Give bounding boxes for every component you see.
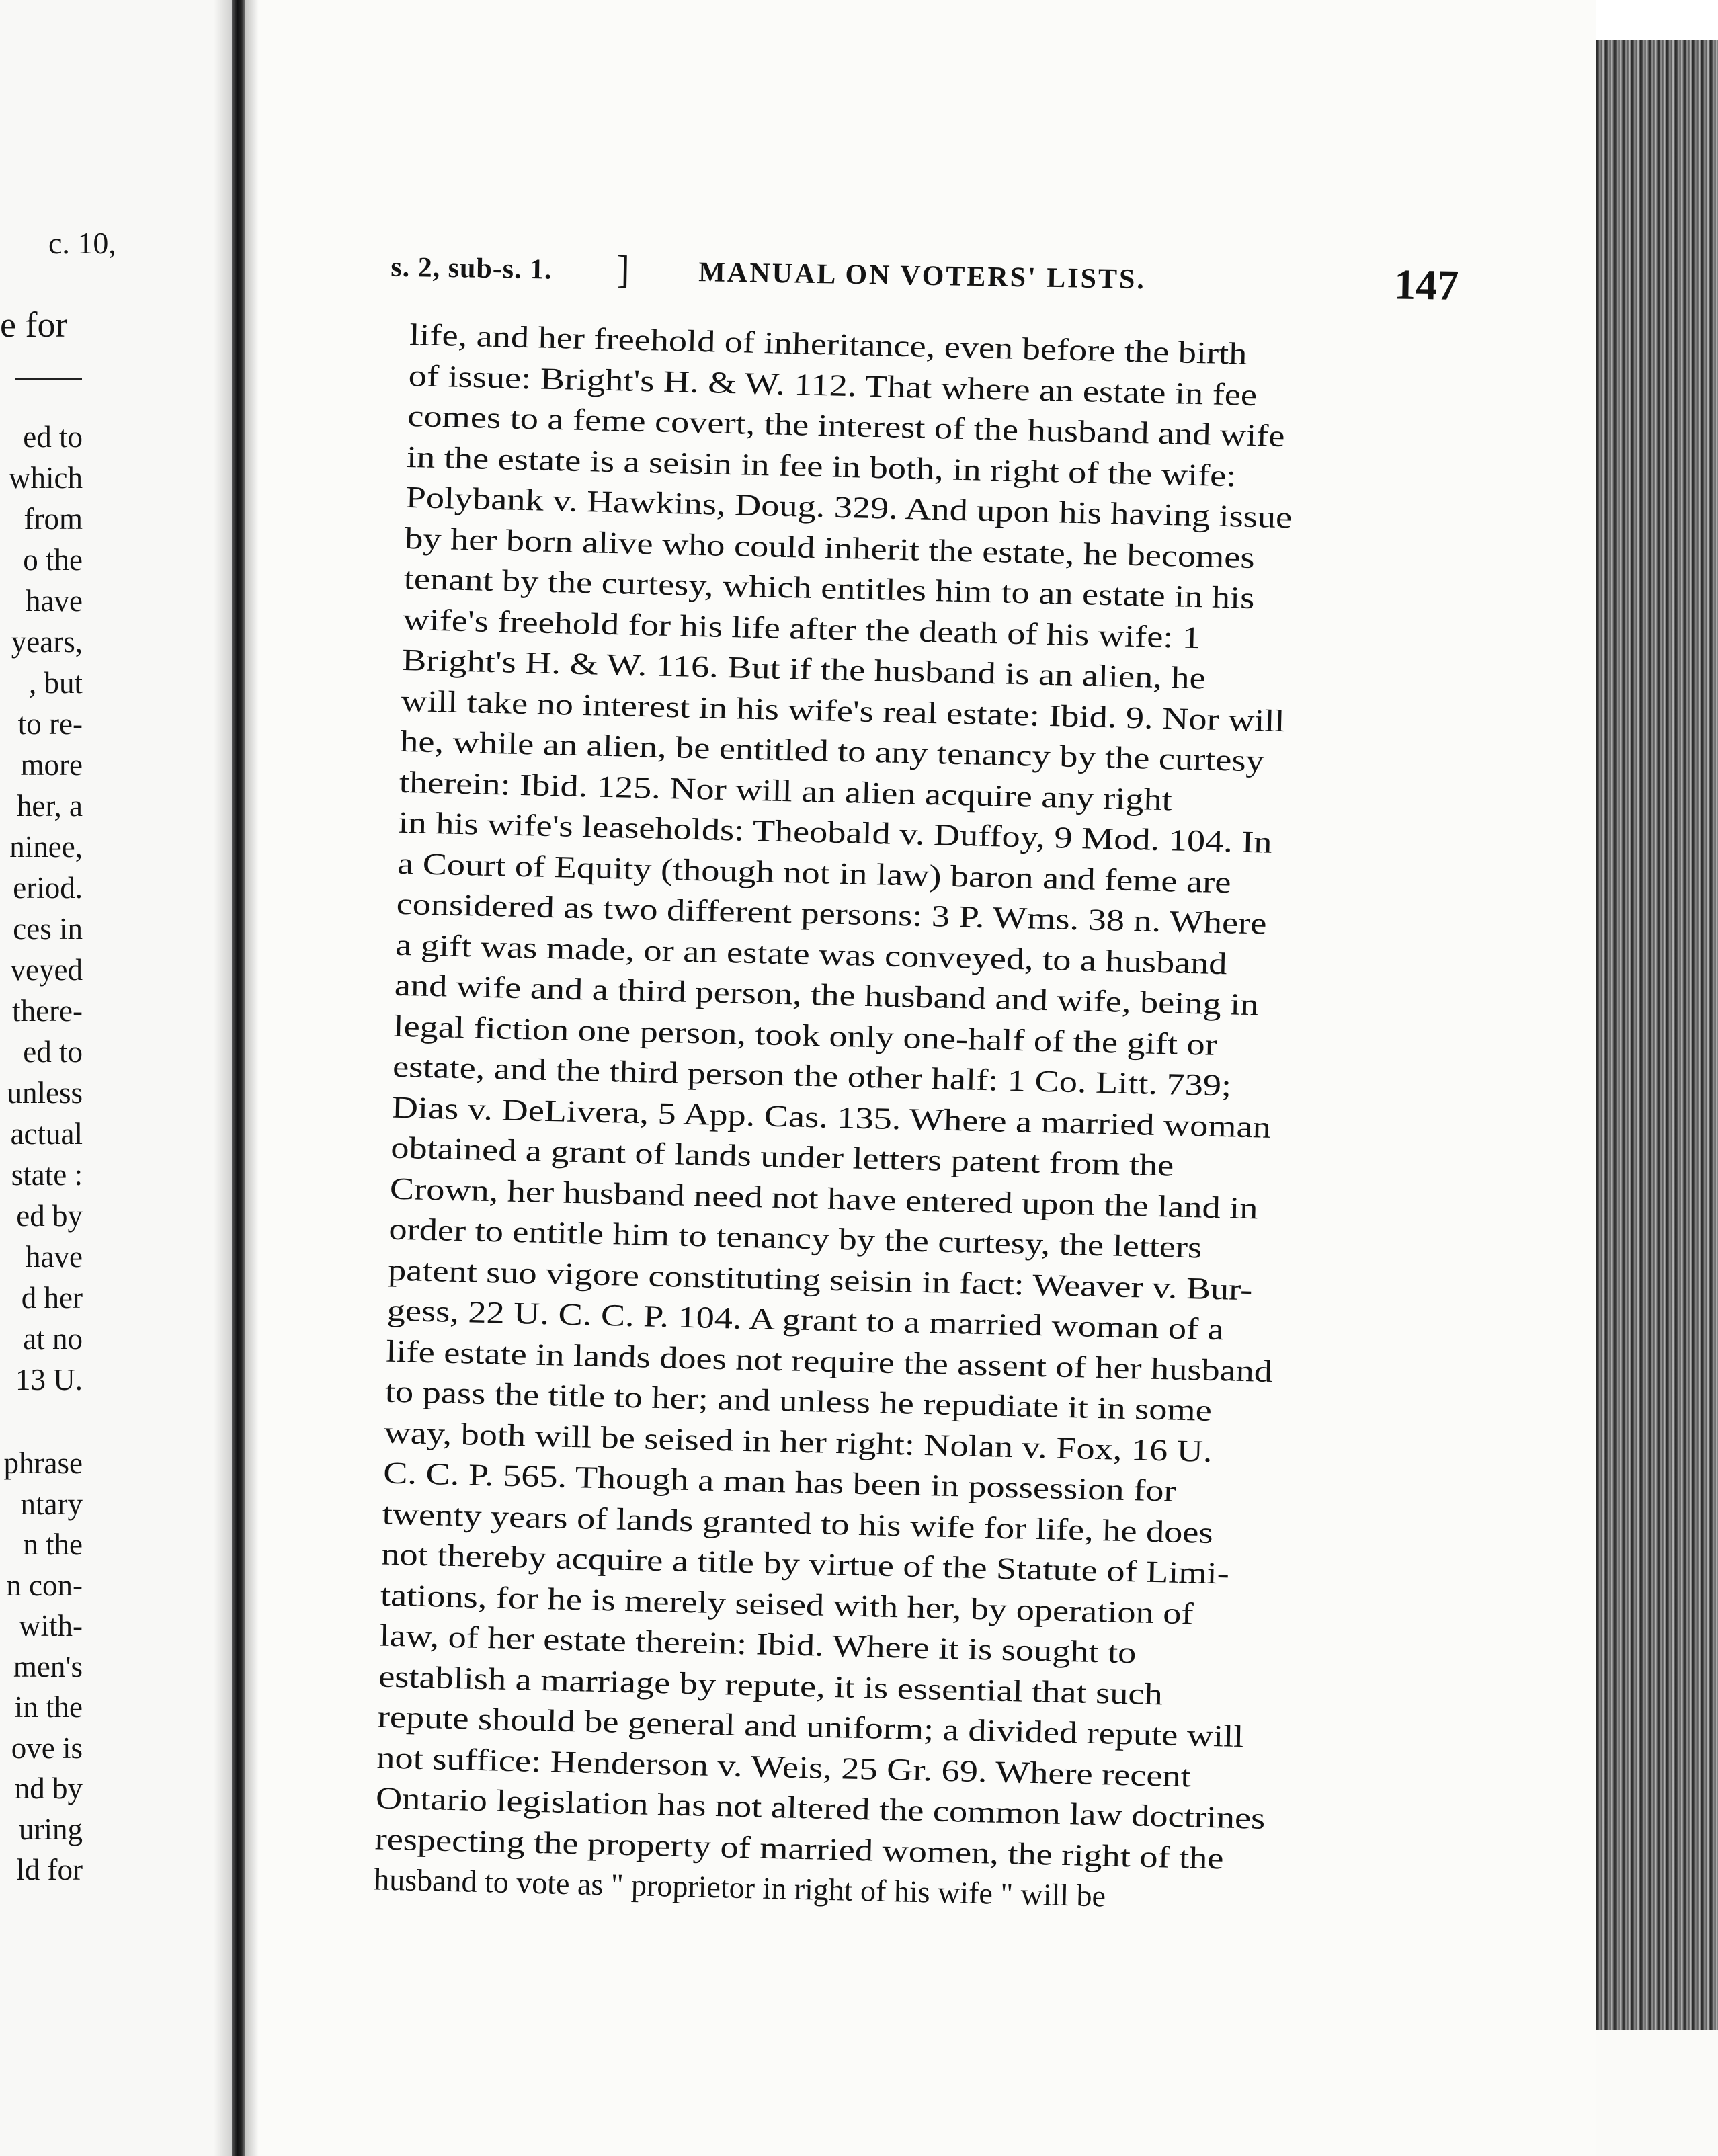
left-line: ntary <box>20 1487 83 1521</box>
running-title: MANUAL ON VOTERS' LISTS. <box>698 257 1147 296</box>
left-page-heading-fragment <box>0 304 67 345</box>
text-line-content: will take no interest in his wife's real estate: Ibid. 9. Nor will <box>401 683 1286 738</box>
left-line: 13 U. <box>15 1363 83 1397</box>
text-line-content: Polybank v. Hawkins, Doug. 329. And upon his having issue <box>405 479 1293 535</box>
text-line-content: tations, for he is merely seised with her, by operation of <box>380 1577 1194 1630</box>
left-page-header-fragment: c. 10, <box>48 226 116 260</box>
left-line: , but <box>28 666 83 700</box>
text-line-content: comes to a feme covert, the interest of the husband and wife <box>407 398 1286 454</box>
text-line-content: not suffice: Henderson v. Weis, 25 Gr. 69. Where recent <box>376 1739 1192 1793</box>
left-line: her, a <box>16 789 83 823</box>
left-line: there- <box>12 994 83 1028</box>
left-line: with- <box>19 1609 83 1643</box>
text-line-content: tenant by the curtesy, which entitles him to an estate in his <box>403 561 1255 616</box>
text-line-content: and wife and a third person, the husband and wife, being in <box>394 967 1260 1022</box>
text-line-content: patent suo vigore constituting seisin in fact: Weaver v. Bur- <box>387 1252 1253 1307</box>
left-line: have <box>26 584 83 618</box>
text-line-content: therein: Ibid. 125. Nor will an alien acquire any right <box>399 764 1173 817</box>
left-page-text-block-lower <box>0 1443 83 1891</box>
text-line-content: life estate in lands does not require the assent of her husband <box>385 1333 1273 1388</box>
text-line-content: gess, 22 U. C. C. P. 104. A grant to a married woman of a <box>386 1292 1225 1347</box>
left-line: men's <box>13 1649 83 1684</box>
page-edge-top <box>1596 0 1718 40</box>
text-line-content: wife's freehold for his life after the death of his wife: 1 <box>402 602 1201 655</box>
text-line-content: a Court of Equity (though not in law) baron and feme are <box>397 845 1232 899</box>
left-line: ld for <box>16 1853 83 1887</box>
text-line-content: establish a marriage by repute, it is essential that such <box>378 1658 1163 1711</box>
text-line-content: law, of her estate therein: Ibid. Where it is sought to <box>379 1618 1137 1670</box>
text-line-content: not thereby acquire a title by virtue of the Statute of Limi- <box>380 1536 1230 1591</box>
text-line-content: way, both will be seised in her right: Nolan v. Fox, 16 U. <box>384 1415 1213 1468</box>
left-line: actual <box>10 1117 83 1151</box>
left-line: more <box>20 748 83 782</box>
left-line: o the <box>23 543 83 577</box>
text-line-content: Dias v. DeLivera, 5 App. Cas. 135. Where a married woman <box>391 1089 1272 1145</box>
text-line-content: Bright's H. & W. 116. But if the husband is an alien, he <box>401 642 1206 696</box>
text-line-content: he, while an alien, be entitled to any tenancy by the curtesy <box>399 723 1265 778</box>
left-page-text-block <box>0 417 83 1401</box>
right-page-gutter-shadow <box>245 0 259 2156</box>
text-line-content: obtained a grant of lands under letters patent from the <box>390 1130 1174 1183</box>
section-bracket: ] <box>616 247 630 292</box>
left-line: n the <box>23 1528 83 1561</box>
left-line: ces in <box>13 912 83 946</box>
text-line-content: respecting the property of married women, the right of the <box>374 1821 1225 1875</box>
text-line-content: life, and her freehold of inheritance, even before the birth <box>409 317 1247 371</box>
left-line: n con- <box>6 1568 83 1602</box>
text-line-content: twenty years of lands granted to his wife for life, he does <box>382 1496 1214 1550</box>
text-line-content: Crown, her husband need not have entered upon the land in <box>389 1171 1259 1225</box>
left-line: at no <box>23 1322 83 1356</box>
left-line: unless <box>7 1076 83 1110</box>
text-line-content: to pass the title to her; and unless he repudiate it in some <box>384 1374 1213 1427</box>
left-line: ed by <box>16 1199 83 1233</box>
left-line: which <box>9 461 83 495</box>
text-line-content: husband to vote as " proprietor in right of his wife " will be <box>373 1862 1106 1913</box>
left-page-rule <box>15 378 82 380</box>
left-line: ed to <box>23 420 83 454</box>
body-text <box>374 315 1546 1926</box>
book-gutter <box>232 0 245 2156</box>
left-line: phrase <box>3 1446 83 1480</box>
text-line-content: in the estate is a seisin in fee in both, in right of the wife: <box>406 439 1237 493</box>
left-page-heading-text: e for <box>0 304 68 345</box>
text-line-content: a gift was made, or an estate was conveyed, to a husband <box>395 927 1228 981</box>
left-line: ed to <box>23 1035 83 1069</box>
left-line: in the <box>14 1690 83 1724</box>
section-reference: s. 2, sub-s. 1. <box>391 251 553 286</box>
page-number: 147 <box>1393 260 1459 309</box>
left-line: eriod. <box>13 871 83 905</box>
page-edge-stack <box>1596 40 1718 2030</box>
left-line: d her <box>21 1281 83 1315</box>
text-line-content: of issue: Bright's H. & W. 112. That where an estate in fee <box>408 358 1258 412</box>
left-line: years, <box>11 625 83 659</box>
text-line-content: legal fiction one person, took only one-half of the gift or <box>393 1008 1218 1062</box>
left-line: have <box>26 1240 83 1274</box>
text-line-content: C. C. P. 565. Though a man has been in possession for <box>382 1455 1177 1508</box>
text-line-content: in his wife's leaseholds: Theobald v. Duffoy, 9 Mod. 104. In <box>398 804 1273 860</box>
text-line-content: by her born alive who could inherit the estate, he becomes <box>404 520 1256 575</box>
left-page-gutter-shadow <box>214 0 232 2156</box>
left-line: nd by <box>14 1772 83 1805</box>
text-line-content: repute should be general and uniform; a divided repute will <box>377 1699 1244 1754</box>
left-line: from <box>24 502 83 536</box>
text-line-content: considered as two different persons: 3 P. Wms. 38 n. Where <box>396 886 1267 941</box>
left-line: to re- <box>17 707 83 741</box>
text-line-content: Ontario legislation has not altered the common law doctrines <box>375 1780 1266 1835</box>
left-line: veyed <box>10 953 83 987</box>
text-line-content: estate, and the third person the other half: 1 Co. Litt. 739; <box>392 1048 1232 1103</box>
left-line: uring <box>19 1812 83 1846</box>
text-line-content: order to entitle him to tenancy by the curtesy, the letters <box>388 1211 1202 1265</box>
left-facing-page <box>0 0 232 2156</box>
right-page <box>245 0 1596 2156</box>
running-head <box>245 242 1596 311</box>
left-line: ove is <box>11 1731 83 1765</box>
left-line: state : <box>11 1158 83 1192</box>
left-line: ninee, <box>9 830 83 864</box>
